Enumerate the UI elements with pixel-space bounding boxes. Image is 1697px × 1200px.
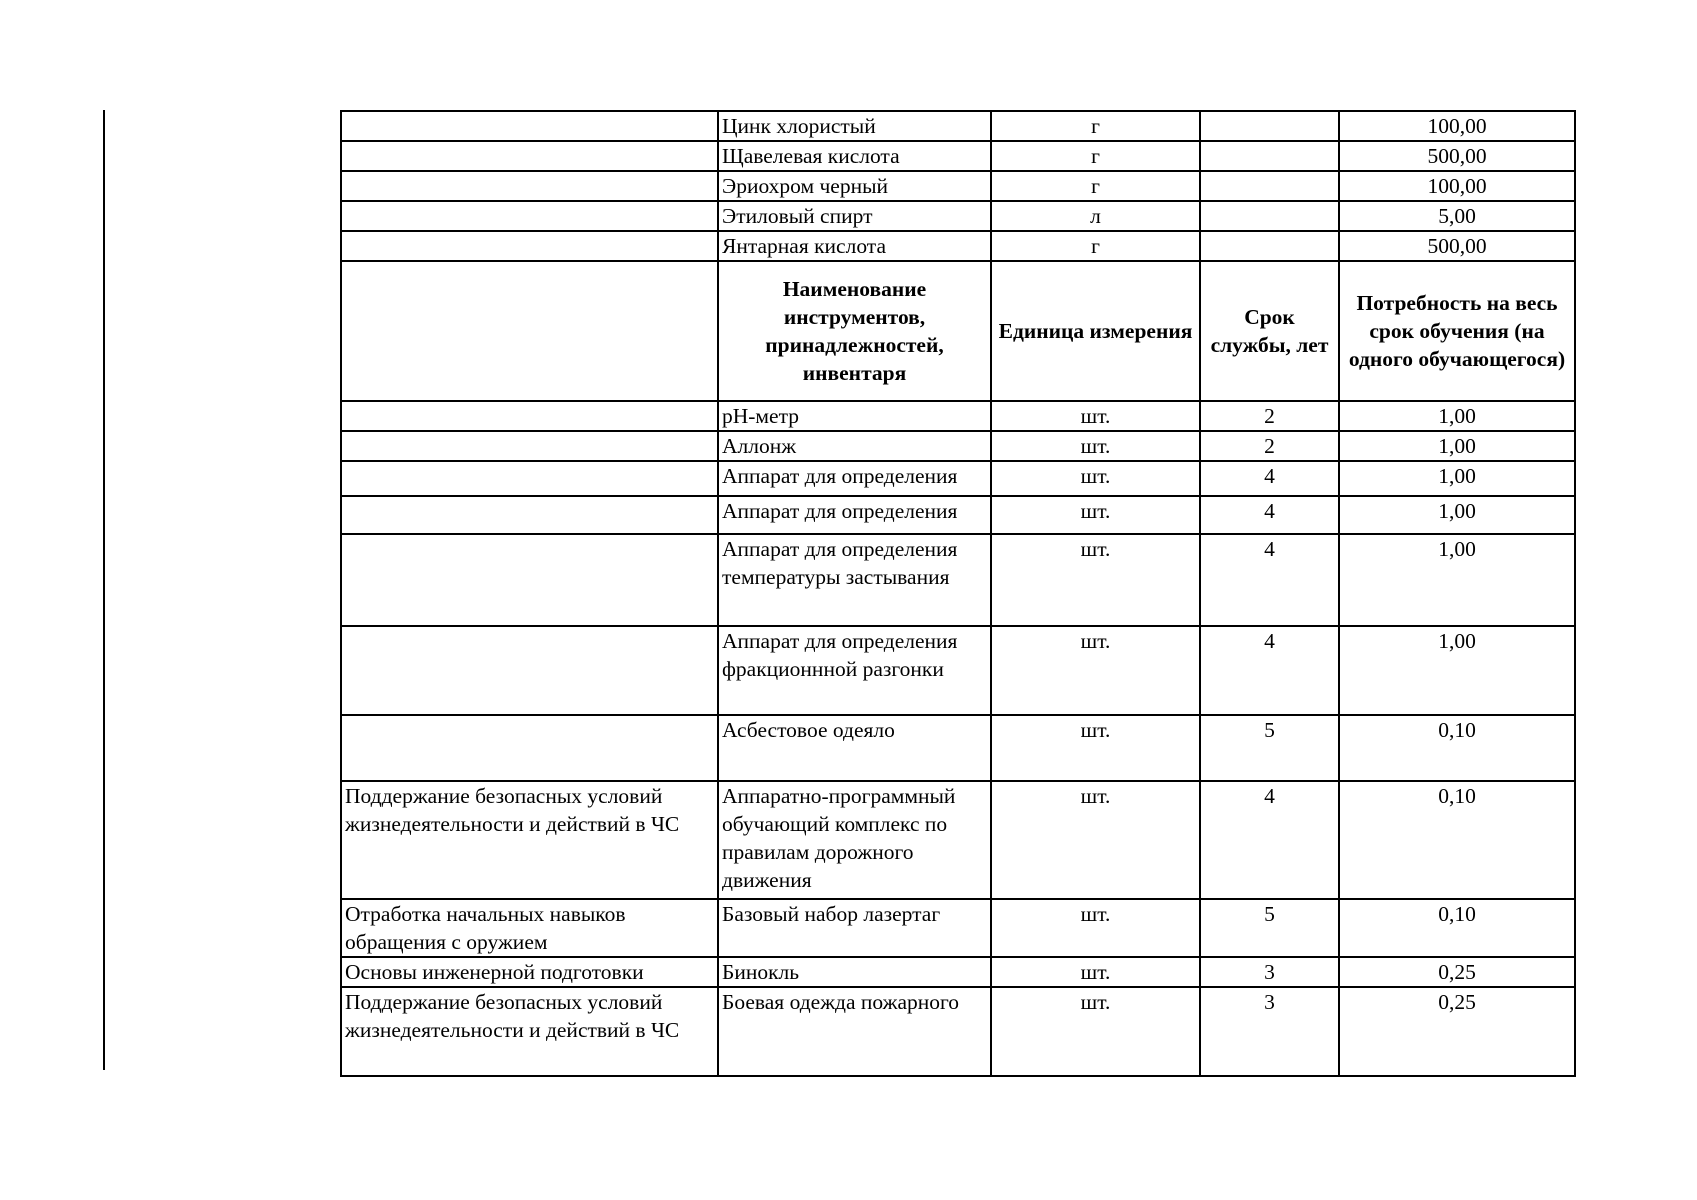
qty-cell: 100,00 <box>1339 171 1575 201</box>
unit-cell: г <box>991 231 1200 261</box>
name-cell: Аппаратно-программный обучающий комплекс по правилам дорожного движения <box>718 781 991 899</box>
unit-cell: шт. <box>991 899 1200 957</box>
table-row <box>341 141 1575 171</box>
name-cell: Аллонж <box>718 431 991 461</box>
table-row <box>341 899 1575 957</box>
unit-cell: шт. <box>991 496 1200 534</box>
name-cell: Аппарат для определения <box>718 496 991 534</box>
area-cell <box>341 461 718 496</box>
unit-cell: шт. <box>991 987 1200 1076</box>
life-cell: 5 <box>1200 899 1339 957</box>
life-cell: 3 <box>1200 957 1339 987</box>
name-cell: pH-метр <box>718 401 991 431</box>
area-cell: Поддержание безопасных условий жизнедеятельности и действий в ЧС <box>341 987 718 1076</box>
area-cell: Отработка начальных навыков обращения с оружием <box>341 899 718 957</box>
qty-cell: 0,25 <box>1339 987 1575 1076</box>
name-cell: Асбестовое одеяло <box>718 715 991 781</box>
unit-cell: шт. <box>991 461 1200 496</box>
qty-cell: 5,00 <box>1339 201 1575 231</box>
qty-cell: 0,25 <box>1339 957 1575 987</box>
area-cell <box>341 171 718 201</box>
unit-cell: шт. <box>991 781 1200 899</box>
name-cell: Бинокль <box>718 957 991 987</box>
life-cell: 4 <box>1200 781 1339 899</box>
area-cell <box>341 496 718 534</box>
life-cell <box>1200 231 1339 261</box>
name-cell: Боевая одежда пожарного <box>718 987 991 1076</box>
qty-cell: 100,00 <box>1339 111 1575 141</box>
area-cell <box>341 201 718 231</box>
table-row <box>341 231 1575 261</box>
unit-cell: шт. <box>991 626 1200 715</box>
unit-cell: л <box>991 201 1200 231</box>
table-row <box>341 496 1575 534</box>
unit-cell: шт. <box>991 431 1200 461</box>
table-row <box>341 431 1575 461</box>
life-cell: 5 <box>1200 715 1339 781</box>
qty-cell: 500,00 <box>1339 231 1575 261</box>
qty-cell: 0,10 <box>1339 899 1575 957</box>
unit-cell: шт. <box>991 534 1200 626</box>
section-header-row <box>341 261 1575 401</box>
unit-cell: шт. <box>991 957 1200 987</box>
table-row <box>341 957 1575 987</box>
area-cell <box>341 534 718 626</box>
qty-cell: 500,00 <box>1339 141 1575 171</box>
unit-cell: шт. <box>991 401 1200 431</box>
life-cell <box>1200 111 1339 141</box>
unit-cell: г <box>991 171 1200 201</box>
area-cell: Поддержание безопасных условий жизнедеятельности и действий в ЧС <box>341 781 718 899</box>
table-row <box>341 111 1575 141</box>
area-cell <box>341 231 718 261</box>
area-cell <box>341 431 718 461</box>
name-cell: Эриохром черный <box>718 171 991 201</box>
life-cell: 4 <box>1200 626 1339 715</box>
area-cell <box>341 401 718 431</box>
life-cell <box>1200 171 1339 201</box>
life-cell: 2 <box>1200 401 1339 431</box>
table-row <box>341 534 1575 626</box>
area-cell <box>341 141 718 171</box>
qty-cell: 1,00 <box>1339 496 1575 534</box>
unit-cell: г <box>991 111 1200 141</box>
qty-cell: 1,00 <box>1339 401 1575 431</box>
unit-cell: г <box>991 141 1200 171</box>
name-cell: Янтарная кислота <box>718 231 991 261</box>
area-cell <box>341 626 718 715</box>
name-cell: Аппарат для определения фракционнной разгонки <box>718 626 991 715</box>
table-row <box>341 401 1575 431</box>
table-row <box>341 461 1575 496</box>
name-cell: Щавелевая кислота <box>718 141 991 171</box>
life-cell: 4 <box>1200 534 1339 626</box>
area-cell: Основы инженерной подготовки <box>341 957 718 987</box>
name-cell: Аппарат для определения температуры застывания <box>718 534 991 626</box>
life-cell <box>1200 201 1339 231</box>
header-name: Наименование инструментов, принадлежностей, инвентаря <box>718 261 991 401</box>
life-cell <box>1200 141 1339 171</box>
area-cell <box>341 715 718 781</box>
qty-cell: 1,00 <box>1339 431 1575 461</box>
life-cell: 4 <box>1200 496 1339 534</box>
equipment-table <box>340 110 1576 1077</box>
name-cell: Цинк хлористый <box>718 111 991 141</box>
header-area-cell <box>341 261 718 401</box>
name-cell: Этиловый спирт <box>718 201 991 231</box>
life-cell: 4 <box>1200 461 1339 496</box>
table-row <box>341 987 1575 1076</box>
name-cell: Аппарат для определения <box>718 461 991 496</box>
qty-cell: 1,00 <box>1339 534 1575 626</box>
name-cell: Базовый набор лазертаг <box>718 899 991 957</box>
table-row <box>341 171 1575 201</box>
header-qty: Потребность на весь срок обучения (на одного обучающегося) <box>1339 261 1575 401</box>
header-life: Срок службы, лет <box>1200 261 1339 401</box>
qty-cell: 1,00 <box>1339 626 1575 715</box>
area-cell <box>341 111 718 141</box>
table-row <box>341 626 1575 715</box>
table-row <box>341 715 1575 781</box>
qty-cell: 0,10 <box>1339 781 1575 899</box>
life-cell: 3 <box>1200 987 1339 1076</box>
life-cell: 2 <box>1200 431 1339 461</box>
left-margin-line <box>103 110 105 1070</box>
qty-cell: 0,10 <box>1339 715 1575 781</box>
table-row <box>341 201 1575 231</box>
header-unit: Единица измерения <box>991 261 1200 401</box>
table-row <box>341 781 1575 899</box>
qty-cell: 1,00 <box>1339 461 1575 496</box>
unit-cell: шт. <box>991 715 1200 781</box>
